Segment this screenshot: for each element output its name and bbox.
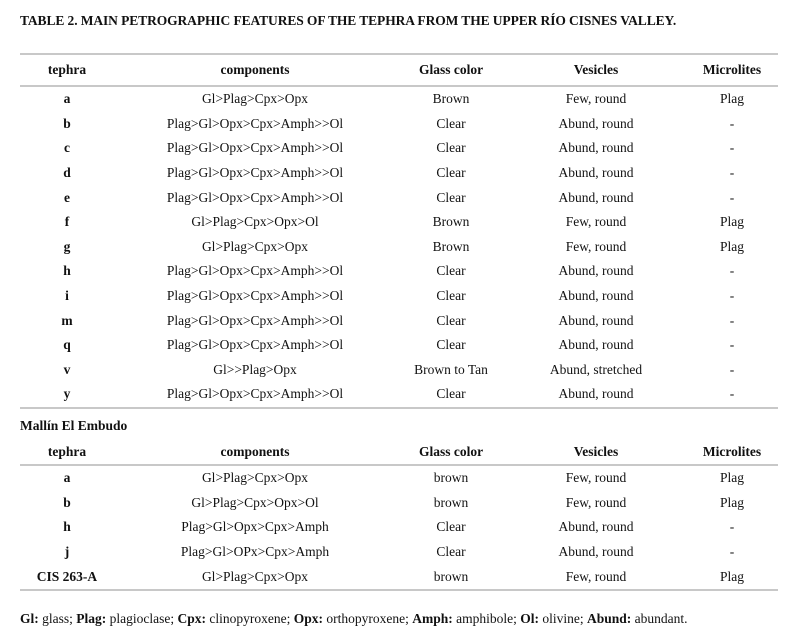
cell-tephra: i	[65, 288, 69, 304]
cell-glass-color: Clear	[436, 312, 466, 328]
cell-glass-color: Clear	[436, 165, 466, 181]
cell-microlites: -	[729, 288, 735, 304]
table-row	[20, 210, 778, 235]
cell-glass-color: Clear	[436, 544, 466, 560]
cell-glass-color: Clear	[436, 519, 466, 535]
col-header-vesicles: Vesicles	[573, 444, 619, 459]
embudo-table-body	[20, 465, 778, 590]
cell-vesicles: Few, round	[565, 238, 627, 254]
cell-microlites: -	[729, 312, 735, 328]
footnote-meaning: olivine;	[539, 611, 588, 626]
cell-components: Plag>Gl>Opx>Cpx>Amph	[181, 519, 329, 535]
cell-glass-color: Brown	[432, 238, 470, 254]
cell-vesicles: Few, round	[565, 470, 627, 486]
table-row	[20, 161, 778, 186]
cell-components: Plag>Gl>Opx>Cpx>Amph>>Ol	[166, 263, 344, 279]
cell-microlites: Plag	[719, 91, 744, 107]
col-header-tephra: tephra	[47, 62, 87, 77]
section-subtitle: Mallín El Embudo	[20, 418, 128, 433]
cell-vesicles: Abund, round	[558, 165, 634, 181]
cell-tephra: a	[63, 91, 71, 107]
cell-tephra: c	[64, 140, 70, 156]
cell-microlites: -	[729, 115, 735, 131]
cell-tephra: f	[64, 214, 70, 230]
cell-tephra: v	[63, 361, 71, 377]
col-header-components: components	[220, 444, 290, 459]
col-header-microlites: Microlites	[702, 62, 762, 77]
cell-microlites: -	[729, 361, 735, 377]
cell-vesicles: Few, round	[565, 91, 627, 107]
col-header-components: components	[220, 62, 290, 77]
cell-tephra: y	[63, 386, 71, 402]
cell-glass-color: Clear	[436, 263, 466, 279]
col-header-glass-color: Glass color	[418, 62, 484, 77]
cell-tephra: a	[63, 470, 71, 486]
cell-microlites: -	[729, 544, 735, 560]
cell-vesicles: Abund, round	[558, 312, 634, 328]
cell-glass-color: Clear	[436, 288, 466, 304]
col-header-tephra: tephra	[47, 444, 87, 459]
cell-glass-color: Clear	[436, 386, 466, 402]
cell-components: Gl>Plag>Cpx>Opx	[201, 568, 309, 584]
cell-glass-color: Clear	[436, 189, 466, 205]
cell-microlites: -	[729, 165, 735, 181]
cell-components: Plag>Gl>OPx>Cpx>Amph	[180, 544, 330, 560]
footnote-abbr: Opx:	[293, 611, 324, 626]
table-row	[20, 382, 778, 408]
col-header-glass-color: Glass color	[418, 444, 484, 459]
cell-vesicles: Abund, round	[558, 544, 634, 560]
cell-vesicles: Abund, round	[558, 519, 634, 535]
footnote-abbr: Ol:	[520, 611, 540, 626]
cell-components: Plag>Gl>Opx>Cpx>Amph>>Ol	[166, 140, 344, 156]
cell-components: Plag>Gl>Opx>Cpx>Amph>>Ol	[166, 386, 344, 402]
footnote-meaning: clinopyroxene;	[206, 611, 294, 626]
cell-components: Plag>Gl>Opx>Cpx>Amph>>Ol	[166, 288, 344, 304]
table-row	[20, 185, 778, 210]
cell-components: Gl>Plag>Cpx>Opx>Ol	[191, 214, 319, 230]
table-row	[20, 86, 778, 112]
col-header-vesicles: Vesicles	[573, 62, 619, 77]
cell-tephra: q	[63, 337, 71, 353]
cell-tephra: m	[61, 312, 73, 328]
cell-glass-color: brown	[433, 494, 469, 510]
cell-vesicles: Abund, round	[558, 337, 634, 353]
cell-microlites: -	[729, 386, 735, 402]
header-row	[20, 54, 778, 86]
table-row	[20, 515, 778, 540]
cell-glass-color: brown	[433, 568, 469, 584]
cell-components: Gl>Plag>Cpx>Opx	[201, 238, 309, 254]
cell-vesicles: Abund, round	[558, 288, 634, 304]
cell-tephra: d	[63, 165, 71, 181]
footnote-abbr: Abund:	[587, 611, 632, 626]
cell-glass-color: Clear	[436, 115, 466, 131]
cell-components: Plag>Gl>Opx>Cpx>Amph>>Ol	[166, 189, 344, 205]
cell-tephra: g	[63, 238, 71, 254]
table-row	[20, 564, 778, 590]
cell-vesicles: Few, round	[565, 568, 627, 584]
cell-tephra: CIS 263-A	[36, 568, 98, 584]
table-row	[20, 112, 778, 137]
cell-vesicles: Abund, round	[558, 140, 634, 156]
table-row	[20, 308, 778, 333]
cell-components: Gl>>Plag>Opx	[213, 361, 297, 377]
table-row	[20, 333, 778, 358]
cell-components: Gl>Plag>Cpx>Opx>Ol	[191, 494, 319, 510]
table-row	[20, 259, 778, 284]
cell-vesicles: Abund, round	[558, 386, 634, 402]
table-row	[20, 358, 778, 383]
cell-microlites: -	[729, 519, 735, 535]
cell-tephra: b	[63, 115, 71, 131]
footnote-abbr: Amph:	[412, 611, 453, 626]
col-header-microlites: Microlites	[702, 444, 762, 459]
footnote-meaning: abundant.	[631, 611, 688, 626]
cell-vesicles: Abund, round	[558, 115, 634, 131]
cell-glass-color: Brown	[432, 91, 470, 107]
footnote-meaning: amphibole;	[452, 611, 521, 626]
main-table-body	[20, 86, 778, 408]
table-title: TABLE 2. MAIN PETROGRAPHIC FEATURES OF THE TEPHRA FROM THE UPPER RÍO CISNES VALLEY.	[20, 13, 677, 28]
abbreviations-footnote	[20, 611, 688, 627]
cell-microlites: -	[729, 189, 735, 205]
cell-tephra: e	[64, 189, 70, 205]
cell-components: Plag>Gl>Opx>Cpx>Amph>>Ol	[166, 312, 344, 328]
cell-tephra: b	[63, 494, 71, 510]
cell-microlites: Plag	[719, 568, 744, 584]
cell-vesicles: Few, round	[565, 494, 627, 510]
cell-vesicles: Abund, stretched	[549, 361, 643, 377]
cell-components: Gl>Plag>Cpx>Opx	[201, 91, 309, 107]
table-row	[20, 284, 778, 309]
cell-glass-color: Clear	[436, 140, 466, 156]
table-row	[20, 465, 778, 491]
header-row	[20, 440, 778, 465]
cell-components: Plag>Gl>Opx>Cpx>Amph>>Ol	[166, 115, 344, 131]
table-row	[20, 136, 778, 161]
cell-glass-color: Clear	[436, 337, 466, 353]
cell-components: Plag>Gl>Opx>Cpx>Amph>>Ol	[166, 165, 344, 181]
cell-vesicles: Abund, round	[558, 189, 634, 205]
cell-tephra: h	[63, 263, 71, 279]
cell-microlites: -	[729, 140, 735, 156]
cell-microlites: -	[729, 337, 735, 353]
footnote-meaning: glass;	[38, 611, 77, 626]
cell-microlites: Plag	[719, 494, 744, 510]
cell-glass-color: brown	[433, 470, 469, 486]
cell-tephra: h	[63, 519, 71, 535]
footnote-abbr: Gl:	[20, 611, 39, 626]
cell-glass-color: Brown to Tan	[414, 361, 488, 377]
cell-tephra: j	[64, 544, 70, 560]
embudo-table	[20, 440, 778, 591]
cell-glass-color: Brown	[432, 214, 470, 230]
cell-microlites: Plag	[719, 470, 744, 486]
cell-microlites: Plag	[719, 238, 744, 254]
table-row	[20, 491, 778, 516]
cell-components: Gl>Plag>Cpx>Opx	[201, 470, 309, 486]
footnote-meaning: orthopyroxene;	[323, 611, 413, 626]
cell-components: Plag>Gl>Opx>Cpx>Amph>>Ol	[166, 337, 344, 353]
cell-microlites: -	[729, 263, 735, 279]
cell-vesicles: Few, round	[565, 214, 627, 230]
cell-vesicles: Abund, round	[558, 263, 634, 279]
footnote-abbr: Plag:	[76, 611, 107, 626]
footnote-abbr: Cpx:	[177, 611, 207, 626]
table-row	[20, 540, 778, 565]
cell-microlites: Plag	[719, 214, 744, 230]
table-row	[20, 235, 778, 260]
footnote-meaning: plagioclase;	[106, 611, 178, 626]
main-table	[20, 53, 778, 409]
